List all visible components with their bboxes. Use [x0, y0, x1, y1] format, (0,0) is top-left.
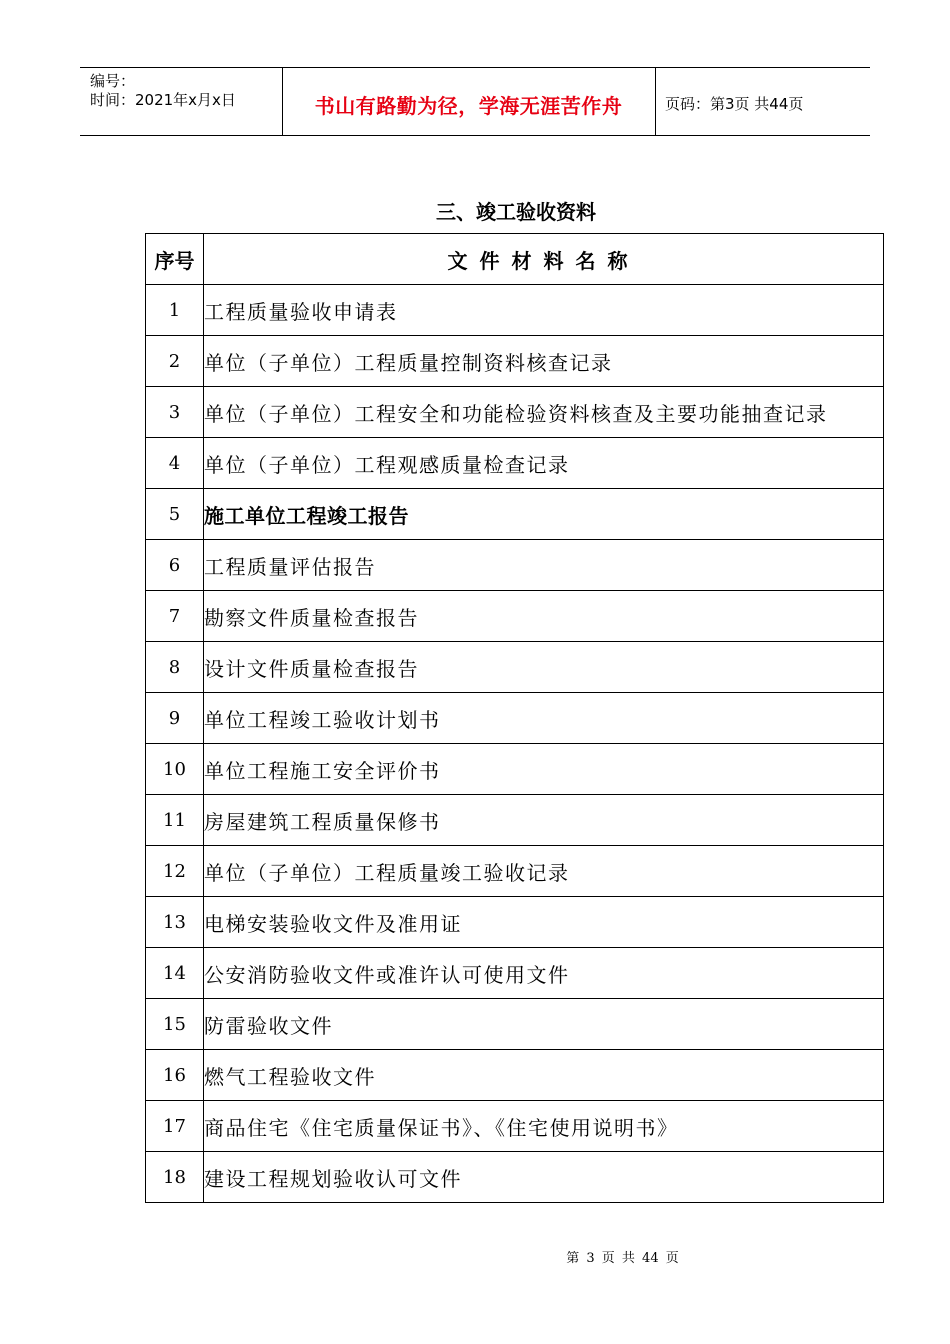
table-row	[146, 387, 884, 438]
row-file-name: 建设工程规划验收认可文件	[204, 1152, 884, 1203]
table-row	[146, 1152, 884, 1203]
row-file-name: 公安消防验收文件或准许认可使用文件	[204, 948, 884, 999]
header-meta	[90, 72, 236, 110]
row-number: 2	[146, 336, 204, 387]
table-row	[146, 642, 884, 693]
table-row	[146, 846, 884, 897]
header-motto: 书山有路勤为径，学海无涯苦作舟	[314, 94, 623, 118]
row-file-name: 商品住宅《住宅质量保证书》、《住宅使用说明书》	[204, 1101, 884, 1152]
row-file-name: 电梯安装验收文件及准用证	[204, 897, 884, 948]
page-footer: 第 3 页 共 44 页	[566, 1251, 679, 1266]
header-number-label: 编号：	[90, 72, 136, 90]
row-number: 14	[146, 948, 204, 999]
table-row	[146, 336, 884, 387]
row-file-name: 施工单位工程竣工报告	[204, 489, 884, 540]
row-number: 7	[146, 591, 204, 642]
header-page-info: 页码：第3页 共44页	[665, 95, 804, 113]
row-file-name: 房屋建筑工程质量保修书	[204, 795, 884, 846]
row-number: 6	[146, 540, 204, 591]
table-row	[146, 438, 884, 489]
table-row	[146, 948, 884, 999]
row-number: 10	[146, 744, 204, 795]
row-file-name: 勘察文件质量检查报告	[204, 591, 884, 642]
table-row	[146, 744, 884, 795]
row-number: 17	[146, 1101, 204, 1152]
column-header-name: 文件材料名称	[204, 234, 884, 285]
row-number: 11	[146, 795, 204, 846]
table-row	[146, 540, 884, 591]
row-file-name: 单位工程施工安全评价书	[204, 744, 884, 795]
header-time-label: 时间：2021年x月x日	[90, 91, 236, 109]
table-body	[146, 285, 884, 1203]
table-row	[146, 489, 884, 540]
row-number: 4	[146, 438, 204, 489]
header-top-rule	[80, 67, 870, 68]
header-divider-right	[655, 67, 656, 135]
table-row	[146, 795, 884, 846]
section-title: 三、竣工验收资料	[436, 200, 596, 224]
row-number: 16	[146, 1050, 204, 1101]
file-list-table	[145, 233, 884, 1203]
row-number: 15	[146, 999, 204, 1050]
table-row	[146, 591, 884, 642]
row-file-name: 单位（子单位）工程观感质量检查记录	[204, 438, 884, 489]
table-row	[146, 285, 884, 336]
row-number: 5	[146, 489, 204, 540]
table-row	[146, 999, 884, 1050]
row-number: 13	[146, 897, 204, 948]
row-file-name: 防雷验收文件	[204, 999, 884, 1050]
table-header-row	[146, 234, 884, 285]
header-bottom-rule	[80, 135, 870, 136]
table-row	[146, 693, 884, 744]
row-file-name: 单位工程竣工验收计划书	[204, 693, 884, 744]
table-row	[146, 897, 884, 948]
row-file-name: 设计文件质量检查报告	[204, 642, 884, 693]
row-number: 8	[146, 642, 204, 693]
row-number: 12	[146, 846, 204, 897]
row-number: 18	[146, 1152, 204, 1203]
table-row	[146, 1050, 884, 1101]
row-file-name: 燃气工程验收文件	[204, 1050, 884, 1101]
table-row	[146, 1101, 884, 1152]
row-file-name: 单位（子单位）工程安全和功能检验资料核查及主要功能抽查记录	[204, 387, 884, 438]
row-number: 1	[146, 285, 204, 336]
row-file-name: 工程质量评估报告	[204, 540, 884, 591]
row-file-name: 工程质量验收申请表	[204, 285, 884, 336]
row-file-name: 单位（子单位）工程质量竣工验收记录	[204, 846, 884, 897]
row-file-name: 单位（子单位）工程质量控制资料核查记录	[204, 336, 884, 387]
column-header-number: 序号	[146, 234, 204, 285]
row-number: 9	[146, 693, 204, 744]
row-number: 3	[146, 387, 204, 438]
